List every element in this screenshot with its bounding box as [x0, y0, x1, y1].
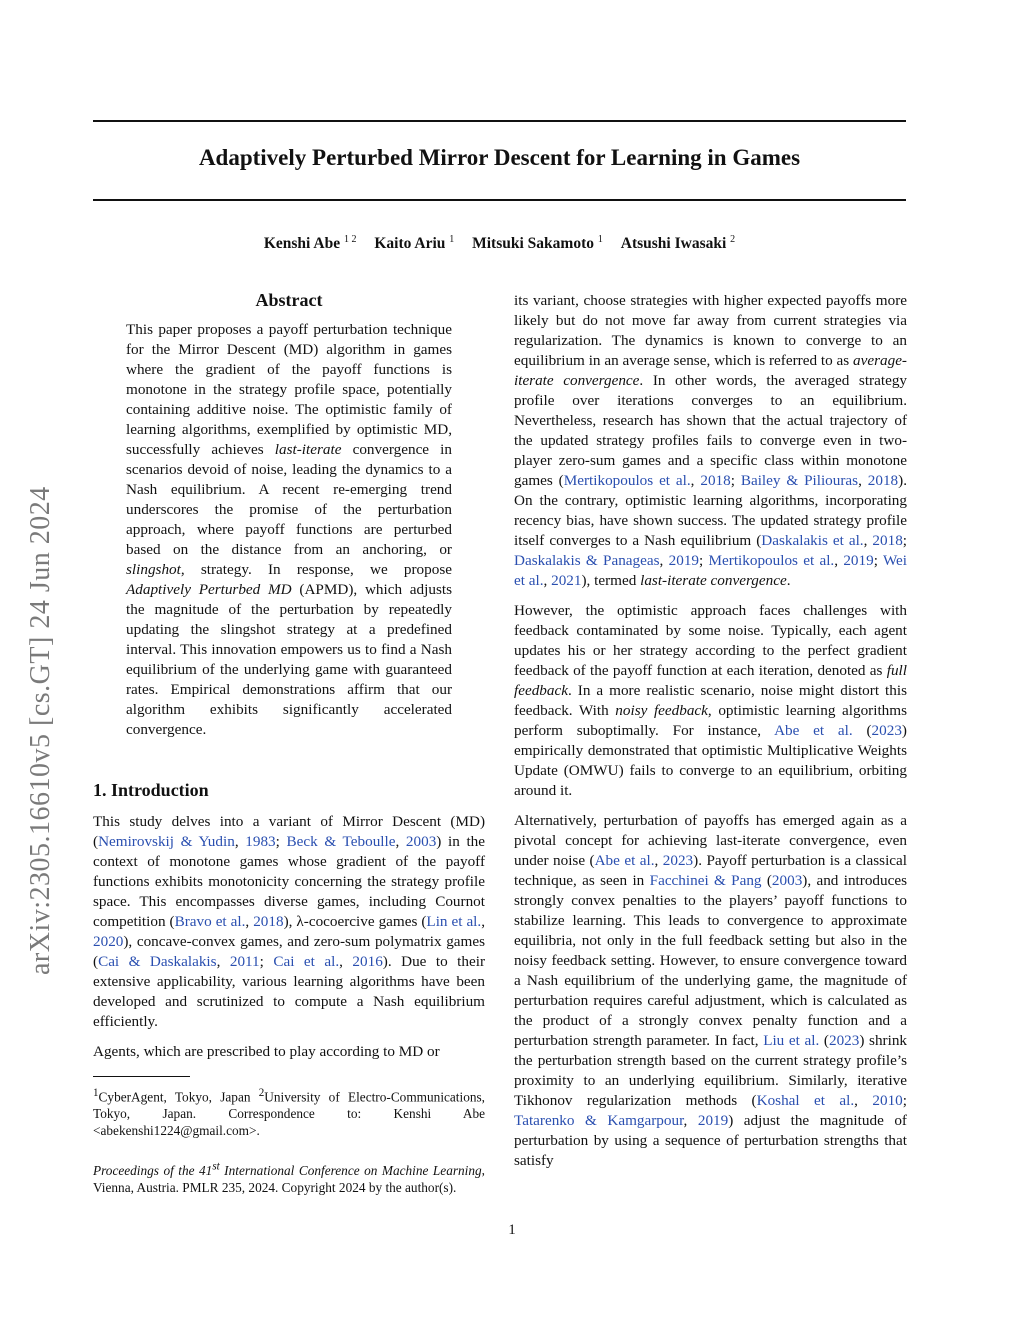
citation-year-link[interactable]: 2018 [253, 913, 284, 930]
citation-year-link[interactable]: 2021 [551, 572, 582, 589]
author-name: Kenshi Abe [263, 235, 341, 253]
author [374, 235, 454, 252]
citation-link[interactable]: Tatarenko & Kamgarpour [514, 1112, 684, 1129]
citation-link[interactable]: Nemirovskij & Yudin [98, 833, 235, 850]
footnote-rule [93, 1076, 190, 1077]
citation-year-link[interactable]: 2023 [662, 852, 694, 869]
title-top-rule [93, 120, 906, 122]
citation-year-link[interactable]: 2003 [405, 833, 437, 850]
citation-link[interactable]: Cai et al. [273, 953, 340, 970]
citation-link[interactable]: Daskalakis & Panageas [514, 552, 660, 569]
right-column [514, 291, 907, 1171]
section-heading-introduction: 1. Introduction [93, 780, 209, 800]
citation-link[interactable]: Bravo et al. [174, 913, 246, 930]
arxiv-identifier-stamp: arXiv:2305.16610v5 [cs.GT] 24 Jun 2024 [25, 486, 56, 975]
citation-year-link[interactable]: 2023 [871, 722, 902, 739]
citation-year-link[interactable]: 2010 [872, 1092, 903, 1109]
citation-link[interactable]: Koshal et al. [756, 1092, 855, 1109]
author-name: Atsushi Iwasaki [620, 235, 727, 253]
citation-link[interactable]: Daskalakis et al. [761, 532, 864, 549]
affiliation-footnote: $^1$CyberAgent, Tokyo, Japan $^2$University of Electro-Communications, Tokyo, Japan. Correspondence to: Kenshi Abe <abekenshi1224@gmail.com>. [93, 1087, 485, 1139]
citation-link[interactable]: Abe et al. [774, 722, 853, 739]
citation-year-link[interactable]: 2019 [843, 552, 874, 569]
citation-year-link[interactable]: 2016 [352, 953, 383, 970]
citation-year-link[interactable]: 2003 [771, 872, 803, 889]
citation-year-link[interactable]: 2018 [872, 532, 903, 549]
citation-link[interactable]: Abe et al. [594, 852, 655, 869]
body-paragraph: Alternatively, perturbation of payoffs has emerged again as a pivotal concept for achieving last-iterate convergence, even under noise (Abe et al., 2023). Payoff perturbation is a classical technique, as seen in Facchinei & Pang (2003), and introduces strongly convex penalties to the players’ payoff functions to stabilize learning. This leads to convergence to approximate equilibria, not only in the full feedback setting but also in the noisy feedback setting. However, to ensure convergence toward a Nash equilibrium of the underlying game, the magnitude of perturbation requires careful adjustment, which is calculated as the product of a strongly convex penalty function and a perturbation strength parameter. In fact, Liu et al. (2023) shrink the perturbation strength based on the current strategy profile’s proximity to an underlying equilibrium. Similarly, iterative Tikhonov regularization methods (Koshal et al., 2010; Tatarenko & Kamgarpour, 2019) adjust the magnitude of perturbation by using a sequence of perturbation strengths that satisfy [514, 812, 908, 1169]
intro-paragraph: Agents, which are prescribed to play according to MD or [93, 1043, 440, 1060]
author [264, 235, 357, 252]
body-paragraph: However, the optimistic approach faces challenges with feedback contaminated by some noise. Typically, each agent updates his or her strategy according to the perfect gradient feedback of the payoff function at each iteration, denoted as full feedback. In a more realistic scenario, noise might distort this feedback. With noisy feedback, optimistic learning algorithms perform suboptimally. For instance, Abe et al. (2023) empirically demonstrated that optimistic Multiplicative Weights Update (OMWU) fails to converge to an equilibrium, orbiting around it. [514, 602, 907, 799]
citation-link[interactable]: Facchinei & Pang [649, 872, 762, 889]
author [621, 235, 735, 252]
author-affiliation: 1 [597, 234, 603, 245]
author-list [93, 234, 906, 253]
abstract-paragraph: This paper proposes a payoff perturbation technique for the Mirror Descent (MD) algorithm in games where the gradient of the payoff functions is monotone in the strategy profile space, potentially containing additive noise. The optimistic family of learning algorithms, exemplified by optimistic MD, successfully achieves last-iterate convergence in scenarios devoid of noise, leading the dynamics to a Nash equilibrium. A recent re-emerging trend underscores the promise of the perturbation approach, where payoff functions are perturbed based on the distance from an anchoring, or slingshot, strategy. In response, we propose Adaptively Perturbed MD (APMD), which adjusts the magnitude of the perturbation by repeatedly updating the slingshot strategy at a predefined interval. This innovation empowers us to find a Nash equilibrium of the underlying game with guaranteed rates. Empirical demonstrations affirm that our algorithm exhibits significantly accelerated convergence. [126, 321, 452, 738]
author [472, 235, 603, 252]
title-bottom-rule [93, 199, 906, 201]
citation-link[interactable]: Cai & Daskalakis [98, 953, 217, 970]
citation-link[interactable]: Beck & Teboulle [286, 833, 396, 850]
citation-year-link[interactable]: 2023 [828, 1032, 860, 1049]
author-affiliation: 1 2 [343, 234, 357, 245]
citation-link[interactable]: Mertikopoulos et al. [563, 472, 691, 489]
citation-year-link[interactable]: 2020 [93, 933, 124, 950]
page-number: 1 [508, 1222, 516, 1238]
author-name: Mitsuki Sakamoto [472, 235, 594, 253]
citation-link[interactable]: Lin et al. [426, 913, 482, 930]
author-affiliation: 1 [449, 234, 455, 245]
citation-year-link[interactable]: 2018 [867, 472, 899, 489]
paper-title: Adaptively Perturbed Mirror Descent for Learning in Games [198, 145, 801, 170]
author-affiliation: 2 [730, 234, 736, 245]
citation-link[interactable]: Liu et al. [763, 1032, 820, 1049]
author-name: Kaito Ariu [374, 235, 446, 253]
citation-year-link[interactable]: 2019 [697, 1112, 729, 1129]
citation-link[interactable]: Wei et al. [514, 552, 908, 589]
citation-year-link[interactable]: 1983 [245, 833, 276, 850]
left-column [93, 290, 485, 1196]
citation-year-link[interactable]: 2011 [229, 953, 260, 970]
intro-paragraph: This study delves into a variant of Mirror Descent (MD) (Nemirovskij & Yudin, 1983; Beck & Teboulle, 2003) in the context of monotone games whose gradient of the payoff functions exhibits monotonicity concerning the strategy profile space. This encompasses diverse games, including Cournot competition (Bravo et al., 2018), λ-cocoercive games (Lin et al., 2020), concave-convex games, and zero-sum polymatrix games (Cai & Daskalakis, 2011; Cai et al., 2016). Due to their extensive applicability, various learning algorithms have been developed and scrutinized to compute a Nash equilibrium efficiently. [93, 813, 486, 1030]
body-paragraph: its variant, choose strategies with higher expected payoffs more likely but do not move far away from current strategies via regularization. The dynamics is known to converge to an equilibrium in an average sense, which is referred to as average-iterate convergence. In other words, the averaged strategy profile over iterations converges to an equilibrium. Nevertheless, research has shown that the actual trajectory of the updated strategy profiles fails to converge even in two-player zero-sum games and a specific class within monotone games (Mertikopoulos et al., 2018; Bailey & Piliouras, 2018). On the contrary, optimistic learning algorithms, incorporating recency bias, have shown success. The updated strategy profile itself converges to a Nash equilibrium (Daskalakis et al., 2018; Daskalakis & Panageas, 2019; Mertikopoulos et al., 2019; Wei et al., 2021), termed last-iterate convergence. [514, 292, 908, 589]
citation-link[interactable]: Mertikopoulos et al. [708, 552, 835, 569]
citation-year-link[interactable]: 2018 [700, 472, 731, 489]
abstract-heading: Abstract [255, 290, 323, 310]
citation-link[interactable]: Bailey & Piliouras [740, 472, 859, 489]
proceedings-note: Proceedings of the 41st International Conference on Machine Learning, Vienna, Austria. PMLR 235, 2024. Copyright 2024 by the author(s). [93, 1160, 485, 1195]
citation-year-link[interactable]: 2019 [668, 552, 699, 569]
